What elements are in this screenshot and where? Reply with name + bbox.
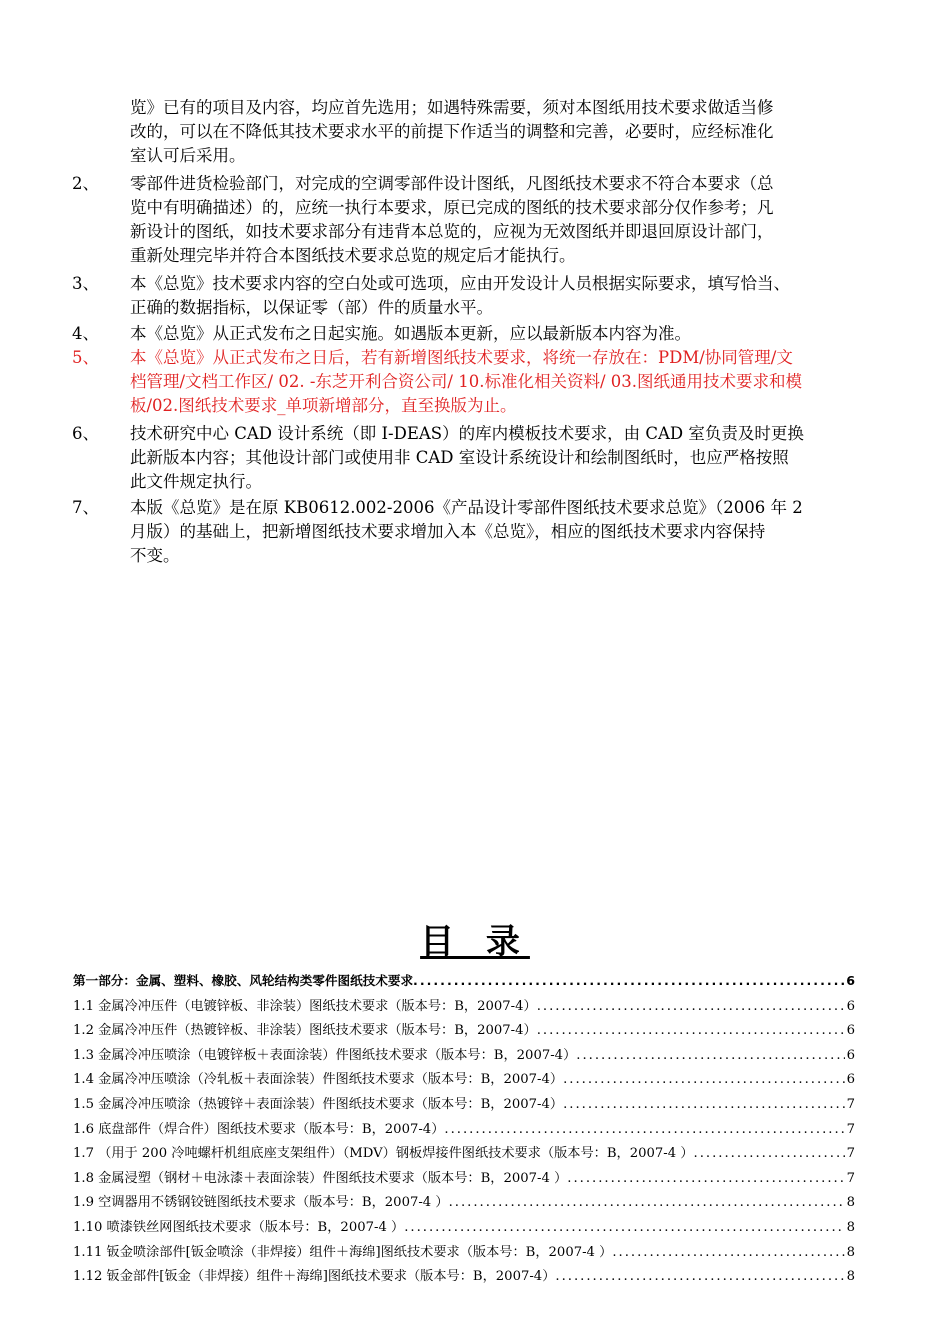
toc-leader-dots (444, 1122, 844, 1137)
toc-entry-title: 1.4 金属冷冲压喷涂（冷轧板＋表面涂装）件图纸技术要求（版本号：B，2007-4） (73, 1072, 564, 1088)
paragraph (70, 272, 900, 320)
toc-leader-dots (563, 1072, 845, 1087)
paragraph-line: 本《总览》从正式发布之日起实施。如遇版本更新，应以最新版本内容为准。 (130, 324, 691, 343)
toc-entry[interactable] (73, 1142, 855, 1167)
toc-page-number: 8 (846, 1219, 855, 1235)
toc-entry[interactable] (73, 1265, 855, 1290)
toc-leader-dots (567, 1171, 844, 1186)
toc-entry-title: 1.3 金属冷冲压喷涂（电镀锌板＋表面涂装）件图纸技术要求（版本号：B，2007-4） (73, 1047, 577, 1063)
toc-entry-title: 1.11 钣金喷涂部件[钣金喷涂（非焊接）组件＋海绵]图纸技术要求（版本号：B，2007-4 ） (73, 1244, 613, 1260)
paragraph-number: 4、 (72, 324, 99, 343)
toc-page-number: 8 (846, 1269, 855, 1285)
paragraph (70, 496, 900, 568)
paragraph-number: 5、 (72, 348, 99, 367)
toc-page-number: 7 (846, 1146, 855, 1162)
toc-entry[interactable] (73, 1241, 855, 1266)
toc-entry-title: 1.10 喷漆铁丝网图纸技术要求（版本号：B，2007-4 ） (73, 1219, 405, 1235)
toc-page-number: 7 (846, 1170, 855, 1186)
toc-entry[interactable] (73, 970, 855, 995)
toc-leader-dots (404, 1220, 844, 1235)
paragraph-line: 本版《总览》是在原 KB0612.002-2006《产品设计零部件图纸技术要求总览》（2006 年 2 (130, 498, 803, 517)
toc-leader-dots (413, 973, 844, 988)
toc-page-number: 7 (846, 1096, 855, 1112)
toc-page-number: 6 (846, 998, 855, 1014)
paragraph (70, 422, 900, 494)
toc-title (0, 920, 950, 964)
toc-page-number: 6 (846, 1072, 855, 1088)
toc-entry[interactable] (73, 1216, 855, 1241)
paragraph-line: 改的，可以在不降低其技术要求水平的前提下作适当的调整和完善，必要时，应经标准化 (130, 122, 774, 141)
paragraph-line: 不变。 (130, 546, 180, 565)
toc-entry[interactable] (73, 995, 855, 1020)
paragraph-line: 此新版本内容；其他设计部门或使用非 CAD 室设计系统设计和绘制图纸时，也应严格按照 (130, 448, 789, 467)
toc-entry[interactable] (73, 1019, 855, 1044)
toc-entry[interactable] (73, 1044, 855, 1069)
paragraph-line: 零部件进货检验部门，对完成的空调零部件设计图纸，凡图纸技术要求不符合本要求（总 (130, 174, 774, 193)
toc-leader-dots (563, 1097, 845, 1112)
paragraph-line: 本《总览》从正式发布之日后，若有新增图纸技术要求，将统一存放在：PDM/协同管理/文 (130, 348, 793, 367)
toc-page-number: 8 (846, 1244, 855, 1260)
toc-leader-dots (449, 1195, 845, 1210)
toc-entry-title: 第一部分：金属、塑料、橡胶、风轮结构类零件图纸技术要求 (73, 973, 414, 988)
paragraph (70, 322, 900, 346)
paragraph-number: 2、 (72, 174, 99, 193)
toc-entry[interactable] (73, 1068, 855, 1093)
toc-leader-dots (537, 999, 845, 1014)
toc-entry-title: 1.1 金属冷冲压件（电镀锌板、非涂装）图纸技术要求（版本号：B，2007-4） (73, 998, 537, 1014)
paragraph (70, 96, 900, 168)
paragraph-line: 室认可后采用。 (130, 146, 246, 165)
paragraph-line: 览中有明确描述）的，应统一执行本要求，原已完成的图纸的技术要求部分仅作参考；凡 (130, 198, 774, 217)
toc-page-number: 6 (846, 1023, 855, 1039)
toc-entry[interactable] (73, 1167, 855, 1192)
table-of-contents (73, 970, 855, 1290)
paragraph-line: 本《总览》技术要求内容的空白处或可选项，应由开发设计人员根据实际要求，填写恰当、 (130, 274, 790, 293)
toc-leader-dots (555, 1269, 844, 1284)
paragraph (70, 172, 900, 268)
toc-page-number: 6 (846, 1047, 855, 1063)
toc-page-number: 8 (846, 1195, 855, 1211)
toc-entry-title: 1.6 底盘部件（焊合件）图纸技术要求（版本号：B，2007-4） (73, 1121, 445, 1137)
toc-entry-title: 1.9 空调器用不锈钢铰链图纸技术要求（版本号：B，2007-4 ） (73, 1195, 449, 1211)
paragraph-line: 月版）的基础上，把新增图纸技术要求增加入本《总览》，相应的图纸技术要求内容保持 (130, 522, 766, 541)
paragraph-line: 览》已有的项目及内容，均应首先选用；如遇特殊需要，须对本图纸用技术要求做适当修 (130, 98, 774, 117)
paragraph-number: 3、 (72, 274, 99, 293)
toc-leader-dots (537, 1023, 845, 1038)
toc-entry[interactable] (73, 1093, 855, 1118)
toc-entry[interactable] (73, 1191, 855, 1216)
toc-leader-dots (576, 1048, 844, 1063)
toc-entry-title: 1.2 金属冷冲压件（热镀锌板、非涂装）图纸技术要求（版本号：B，2007-4） (73, 1023, 537, 1039)
toc-entry-title: 1.8 金属浸塑（钢材＋电泳漆＋表面涂装）件图纸技术要求（版本号：B，2007-4 ） (73, 1170, 568, 1186)
toc-entry-title: 1.5 金属冷冲压喷涂（热镀锌＋表面涂装）件图纸技术要求（版本号：B，2007-4） (73, 1096, 564, 1112)
paragraph-line: 档管理/文档工作区/ 02. -东芝开利合资公司/ 10.标准化相关资料/ 03.图纸通用技术要求和模 (130, 372, 803, 391)
paragraph-line: 技术研究中心 CAD 设计系统（即 I-DEAS）的库内模板技术要求，由 CAD 室负责及时更换 (130, 424, 804, 443)
toc-entry-title: 1.12 钣金部件[钣金（非焊接）组件＋海绵]图纸技术要求（版本号：B，2007-4） (73, 1269, 556, 1285)
paragraph-line: 新设计的图纸，如技术要求部分有违背本总览的，应视为无效图纸并即退回原设计部门， (130, 222, 774, 241)
toc-leader-dots (612, 1245, 844, 1260)
toc-title-text: 目 录 (420, 922, 530, 962)
paragraph-number: 6、 (72, 424, 99, 443)
paragraph-line: 此文件规定执行。 (130, 472, 262, 491)
toc-page-number: 7 (846, 1121, 855, 1137)
paragraph-line: 正确的数据指标，以保证零（部）件的质量水平。 (130, 298, 493, 317)
toc-page-number: 6 (846, 973, 855, 988)
toc-entry[interactable] (73, 1118, 855, 1143)
toc-leader-dots (694, 1146, 845, 1161)
paragraph-number: 7、 (72, 498, 99, 517)
paragraph (70, 346, 900, 418)
toc-entry-title: 1.7 （用于 200 冷吨螺杆机组底座支架组件）（MDV）钢板焊接件图纸技术要求（版本号：B，2007-4 ） (73, 1146, 694, 1162)
paragraph-line: 重新处理完毕并符合本图纸技术要求总览的规定后才能执行。 (130, 246, 576, 265)
paragraph-line: 板/02.图纸技术要求_单项新增部分，直至换版为止。 (130, 396, 517, 415)
